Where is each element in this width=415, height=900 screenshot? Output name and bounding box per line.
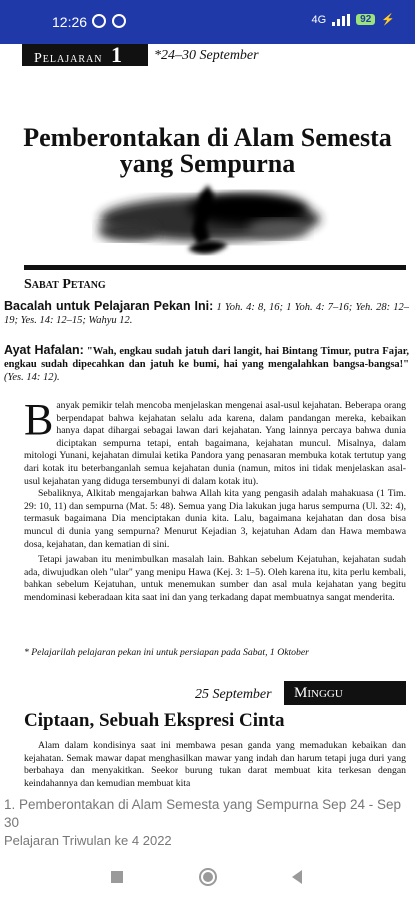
lesson-title-line1: Pemberontakan di Alam Semesta (23, 123, 392, 152)
signal-icon (332, 14, 350, 26)
status-time: 12:26 (52, 14, 88, 30)
lesson-label: Pelajaran (34, 51, 103, 66)
memory-text: "Wah, engkau sudah jatuh dari langit, hai Bintang Timur, putra Fajar, engkau sudah dipecahkan dan jatuh ke bumi, hai yang mengalahkan bangsa-bangsa!" (4, 346, 410, 370)
battery-icon: 92 (356, 14, 375, 25)
memory-ref: (Yes. 14: 12). (4, 372, 60, 383)
minggu-title: Ciptaan, Sebuah Ekspresi Cinta (24, 710, 285, 731)
minggu-tag: Minggu (284, 681, 406, 705)
minggu-paragraph: Alam dalam kondisinya saat ini membawa pesan ganda yang memadukan kebaikan dan kejahatan. Semak mawar dapat menghasilkan mawar yang indah dan harum tetapi juga duri yang berbahaya dan menyakitkan. Seekor burung tukan darat membuat kita terkesan dengan keindahannya dan kemudian membuat kita (24, 740, 406, 789)
status-right (311, 13, 395, 26)
sabat-heading: Sabat Petang (24, 277, 106, 292)
back-icon[interactable] (292, 870, 302, 884)
reading-block (4, 300, 409, 327)
paragraph-1: Banyak pemikir telah mencoba menjelaskan mengenai asal-usul kejahatan. Beberapa orang berpendapat bahwa kejahatan selalu ada karena, dalam pandangan mereka, kebaikan hanya dapat dihargai sebagai lawan dari kejahatan. Yang lainnya percaya bahwa dunia diciptakan sempurna tetapi, entah bagaimana, kejahatan muncul. Misalnya, dalam mitologi Yunani, kejahatan dimulai ketika Pandora yang penasaran membuka kotak tertutup yang dari kotak itu beterbanganlah semua kejahatan dunia (namun, mitos ini tidak menjelaskan asal-usul kejahatan yang diduga tersembunyi di dalam kotak itu). (24, 395, 406, 487)
status-bar (0, 0, 415, 44)
sabat-body (24, 395, 406, 605)
lesson-tag (22, 44, 148, 66)
sync-icon (92, 14, 106, 28)
footnote: * Pelajarilah pelajaran pekan ini untuk persiapan pada Sabat, 1 Oktober (24, 647, 309, 658)
paragraph-3: Tetapi jawaban itu menimbulkan masalah lain. Bahkan sebelum Kejatuhan, kejahatan sudah ada, diwujudkan oleh "ular" yang menipu Hawa (Kej. 3: 1–5). Oleh karena itu, kita perlu kembali, bahkan sebelum Kejatuhan, untuk menemukan sumber dan asal mula kejahatan yang begitu mendominasi keberadaan kita saat ini dan yang terkadang dapat membuatnya sangat menderita. (24, 554, 406, 603)
network-label: 4G (311, 13, 327, 26)
section-divider (24, 265, 406, 270)
reading-label: Bacalah untuk Pelajaran Pekan Ini: (4, 299, 214, 313)
reading-refs: 1 Yoh. 4: 8, 16; 1 Yoh. 4: 7–16; Yeh. 28: 12–19; Yes. 14: 12–15; Wahyu 12. (4, 302, 409, 326)
navigation-bar (0, 856, 415, 900)
paragraph-2: Sebaliknya, Alkitab mengajarkan bahwa Allah kita yang pengasih adalah mahakuasa (1 Tim. 29: 10, 11) dan sempurna (Mat. 5: 48). Semua yang Dia lakukan juga harus sempurna (Ul. 32: 4), termasuk bagaimana Dia menciptakan dunia kita. Lalu, bagaimana kejahatan dan dosa bisa muncul di dunia yang sempurna? Menurut Kejadian 3, kejatuhan Adam dan Hawa membawa dosa, kejahatan, dan kematian di sini. (24, 488, 406, 550)
lesson-page[interactable] (0, 44, 415, 796)
hero-illustration (88, 179, 333, 269)
overlay-title: 1. Pemberontakan di Alam Semesta yang Sempurna Sep 24 - Sep 30 (4, 797, 401, 830)
recent-apps-icon[interactable] (111, 871, 123, 883)
app-notification-icon (112, 14, 126, 28)
lesson-number: 1 (110, 44, 123, 67)
lesson-info-overlay[interactable] (0, 794, 415, 856)
lesson-title-line2: yang Sempurna (119, 149, 296, 178)
minggu-date: 25 September (195, 687, 272, 702)
home-icon[interactable] (199, 868, 217, 886)
memory-verse-block (4, 344, 409, 384)
memory-label: Ayat Hafalan: (4, 343, 84, 357)
overlay-subtitle: Pelajaran Triwulan ke 4 2022 (4, 833, 172, 848)
charging-icon: ⚡ (381, 14, 395, 26)
dropcap: B (24, 395, 54, 444)
lesson-date-range: *24–30 September (154, 48, 259, 63)
